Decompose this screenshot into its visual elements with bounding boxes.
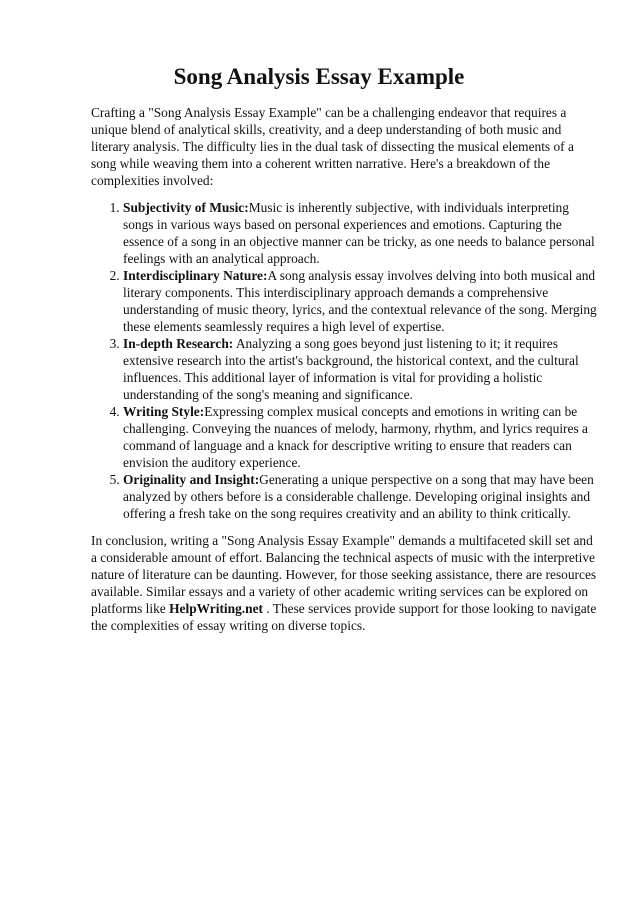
list-item	[123, 471, 598, 522]
helpwriting-link[interactable]: HelpWriting.net	[169, 601, 263, 616]
conclusion-text: In conclusion, writing a "Song Analysis Essay Example" demands a multifaceted skill set and a considerable amount of effort. Balancing the technical aspects of music with the interpretive nature of literature can be daunting. However, for those seeking assistance, there are resources available. Similar essays and a variety of other academic writing services can be explored on platforms like	[91, 533, 597, 616]
list-item	[123, 335, 598, 403]
conclusion-paragraph	[91, 532, 598, 634]
page-title: Song Analysis Essay Example	[173, 64, 465, 89]
list-item	[123, 199, 598, 267]
list-item-text: Generating a unique perspective on a song that may have been analyzed by others before is a considerable challenge. Developing original insights and offering a fresh take on the song requires creativity and an ability to think critically.	[123, 472, 594, 521]
intro-paragraph: Crafting a "Song Analysis Essay Example" can be a challenging endeavor that requires a unique blend of analytical skills, creativity, and a deep understanding of both music and literary analysis. The difficulty lies in the dual task of dissecting the musical elements of a song while weaving them into a coherent written narrative. Here's a breakdown of the complexities involved:	[91, 105, 574, 188]
list-item	[123, 267, 598, 335]
list-item-term: Interdisciplinary Nature:	[123, 268, 268, 283]
list-item	[123, 403, 598, 471]
list-item-text: Expressing complex musical concepts and emotions in writing can be challenging. Conveying the nuances of melody, harmony, rhythm, and lyrics requires a command of language and a knack for descriptive writing to ensure that readers can envision the auditory experience.	[123, 404, 588, 470]
list-item-term: Subjectivity of Music:	[123, 200, 249, 215]
conclusion-text-end: . These services provide support for those looking to navigate the complexities of essay writing on diverse topics.	[91, 601, 597, 633]
list-item-text: Music is inherently subjective, with individuals interpreting songs in various ways based on personal experiences and emotions. Capturing the essence of a song in an objective manner can be tricky, as one needs to balance personal feelings with an analytical approach.	[123, 200, 595, 266]
list-item-text: A song analysis essay involves delving into both musical and literary components. This interdisciplinary approach demands a comprehensive understanding of music theory, lyrics, and the contextual relevance of the song. Merging these elements seamlessly requires a high level of expertise.	[123, 268, 597, 334]
list-item-term: In-depth Research:	[123, 336, 234, 351]
list-item-term: Originality and Insight:	[123, 472, 260, 487]
complexities-list	[91, 199, 598, 522]
list-item-text: Analyzing a song goes beyond just listening to it; it requires extensive research into the artist's background, the historical context, and the cultural influences. This additional layer of information is vital for providing a holistic understanding of the song's meaning and significance.	[123, 336, 579, 402]
list-item-term: Writing Style:	[123, 404, 205, 419]
